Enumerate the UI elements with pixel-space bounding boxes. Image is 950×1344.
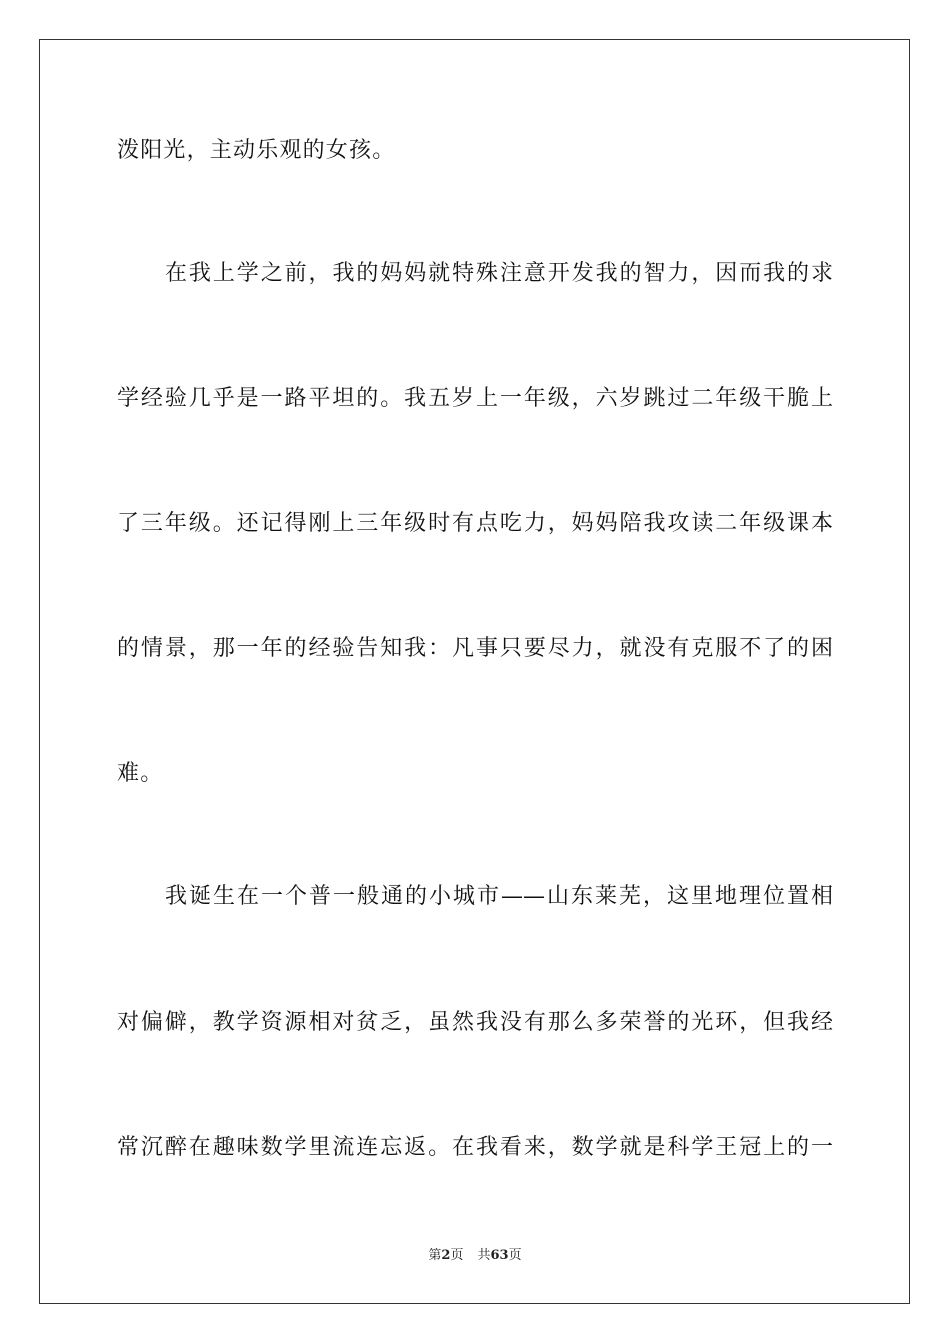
page-suffix: 页 [450,1248,464,1263]
text-line-3: 学经验几乎是一路平坦的。我五岁上一年级，六岁跳过二年级干脆上 [117,386,833,411]
total-suffix: 页 [508,1248,522,1263]
total-prefix: 共 [477,1248,491,1263]
page-border [39,39,910,1304]
page-footer [0,1247,950,1265]
text-line-2: 在我上学之前，我的妈妈就特殊注意开发我的智力，因而我的求 [165,261,833,286]
text-line-5: 的情景，那一年的经验告知我：凡事只要尽力，就没有克服不了的困 [117,636,833,661]
text-line-4: 了三年级。还记得刚上三年级时有点吃力，妈妈陪我攻读二年级课本 [117,511,833,536]
text-line-9: 常沉醉在趣味数学里流连忘返。在我看来，数学就是科学王冠上的一 [117,1135,833,1160]
page-number: 2 [441,1248,451,1263]
text-line-6: 难。 [117,761,164,786]
text-line-8: 对偏僻，教学资源相对贫乏，虽然我没有那么多荣誉的光环，但我经 [117,1010,833,1035]
total-pages: 63 [490,1248,509,1263]
text-line-7: 我诞生在一个普一般通的小城市——山东莱芜，这里地理位置相 [165,884,833,909]
page-prefix: 第 [428,1248,442,1263]
text-line-1: 泼阳光，主动乐观的女孩。 [117,138,396,163]
